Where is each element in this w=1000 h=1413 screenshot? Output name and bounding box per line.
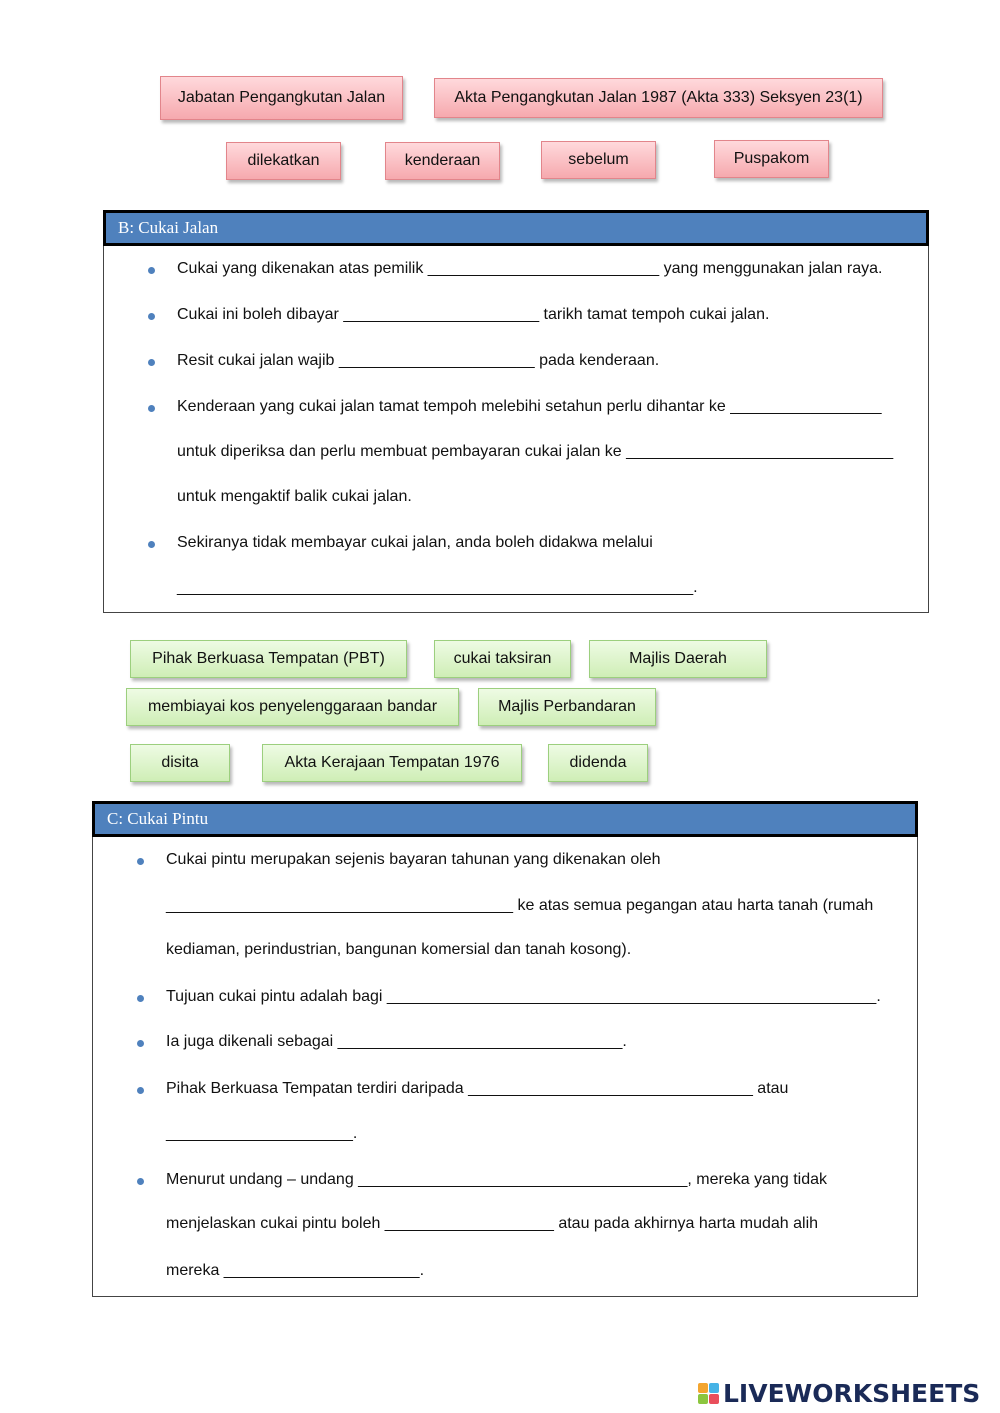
section-b-title: B: Cukai Jalan — [103, 210, 929, 246]
word-chip-majlis-daerah[interactable]: Majlis Daerah — [589, 640, 767, 678]
bullet-icon — [148, 359, 155, 366]
liveworksheets-logo-icon — [698, 1383, 719, 1404]
word-chip-puspakom[interactable]: Puspakom — [714, 140, 829, 178]
word-chip-sebelum[interactable]: sebelum — [541, 141, 656, 179]
bullet-icon — [148, 405, 155, 412]
section-c-line-6: Pihak Berkuasa Tempatan terdiri daripada ________________________________ atau — [166, 1080, 789, 1097]
bullet-icon — [137, 1040, 144, 1047]
section-c-line-3: kediaman, perindustrian, bangunan komersial dan tanah kosong). — [166, 941, 632, 958]
section-c-panel — [92, 801, 918, 1297]
section-c-line-9: menjelaskan cukai pintu boleh ___________________ atau pada akhirnya harta mudah alih — [166, 1215, 819, 1232]
section-b-line-8: __________________________________________________________. — [177, 579, 698, 596]
word-chip-akta-pengangkutan-jalan[interactable]: Akta Pengangkutan Jalan 1987 (Akta 333) Seksyen 23(1) — [434, 78, 883, 118]
word-chip-majlis-perbandaran[interactable]: Majlis Perbandaran — [478, 688, 656, 726]
section-c-line-5: Ia juga dikenali sebagai ________________________________. — [166, 1033, 627, 1050]
word-chip-jabatan-pengangkutan-jalan[interactable]: Jabatan Pengangkutan Jalan — [160, 76, 403, 120]
section-c-line-8: Menurut undang – undang _____________________________________, mereka yang tidak — [166, 1171, 828, 1188]
bullet-icon — [148, 267, 155, 274]
section-b-line-3: Resit cukai jalan wajib ______________________ pada kenderaan. — [177, 352, 660, 369]
word-chip-cukai-taksiran[interactable]: cukai taksiran — [434, 640, 571, 678]
bullet-icon — [137, 1178, 144, 1185]
section-c-title: C: Cukai Pintu — [92, 801, 918, 837]
liveworksheets-brand: LIVEWORKSHEETS — [723, 1378, 981, 1408]
bullet-icon — [137, 995, 144, 1002]
section-b-line-2: Cukai ini boleh dibayar ______________________ tarikh tamat tempoh cukai jalan. — [177, 306, 770, 323]
section-c-line-4: Tujuan cukai pintu adalah bagi _______________________________________________________. — [166, 988, 881, 1005]
word-chip-disita[interactable]: disita — [130, 744, 230, 782]
word-chip-pbt[interactable]: Pihak Berkuasa Tempatan (PBT) — [130, 640, 407, 678]
bullet-icon — [148, 313, 155, 320]
section-c-line-7: _____________________. — [166, 1125, 358, 1142]
word-chip-akta-kerajaan-tempatan[interactable]: Akta Kerajaan Tempatan 1976 — [262, 744, 522, 782]
word-chip-membiayai-kos[interactable]: membiayai kos penyelenggaraan bandar — [126, 688, 459, 726]
section-c-line-1: Cukai pintu merupakan sejenis bayaran tahunan yang dikenakan oleh — [166, 851, 661, 868]
section-c-line-10: mereka ______________________. — [166, 1262, 425, 1279]
word-chip-didenda[interactable]: didenda — [548, 744, 648, 782]
word-chip-kenderaan[interactable]: kenderaan — [385, 142, 500, 180]
section-b-panel — [103, 210, 929, 613]
section-b-line-4: Kenderaan yang cukai jalan tamat tempoh melebihi setahun perlu dihantar ke _________________ — [177, 398, 882, 415]
word-chip-dilekatkan[interactable]: dilekatkan — [226, 142, 341, 180]
liveworksheets-logo[interactable] — [698, 1378, 980, 1408]
bullet-icon — [148, 541, 155, 548]
section-b-line-1: Cukai yang dikenakan atas pemilik __________________________ yang menggunakan jalan raya. — [177, 260, 883, 277]
section-b-line-7: Sekiranya tidak membayar cukai jalan, anda boleh didakwa melalui — [177, 534, 653, 551]
section-b-line-5: untuk diperiksa dan perlu membuat pembayaran cukai jalan ke ______________________________ — [177, 443, 894, 460]
section-c-line-2: _______________________________________ ke atas semua pegangan atau harta tanah (rumah — [166, 897, 874, 914]
section-b-line-6: untuk mengaktif balik cukai jalan. — [177, 488, 412, 505]
bullet-icon — [137, 858, 144, 865]
bullet-icon — [137, 1087, 144, 1094]
